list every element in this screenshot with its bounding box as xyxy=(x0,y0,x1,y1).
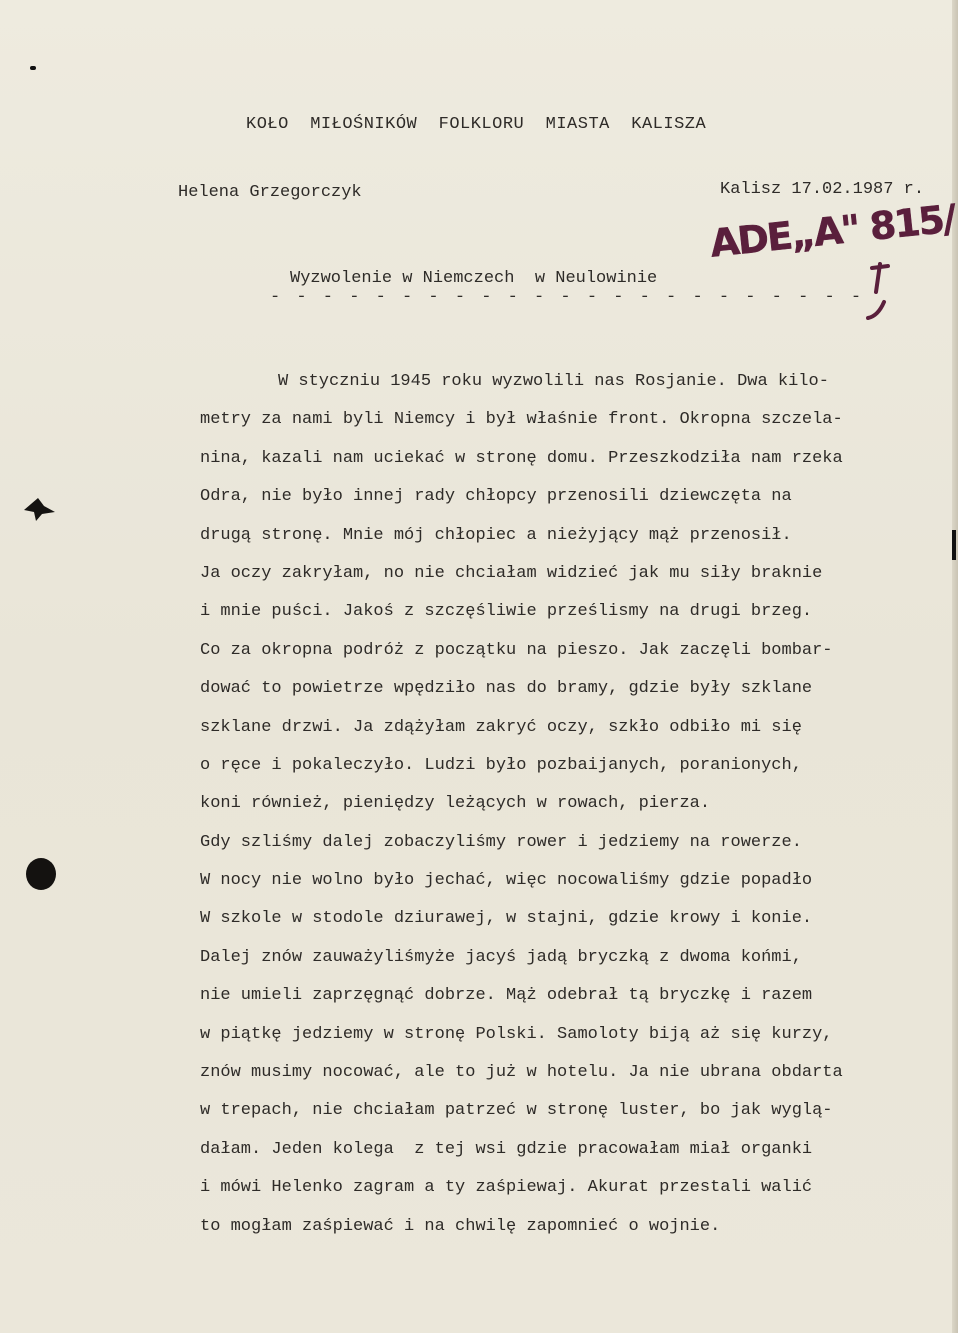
text-line: i mnie puści. Jakoś z szczęśliwie prześlismy na drugi brzeg. xyxy=(200,602,813,622)
text-line: drugą stronę. Mnie mój chłopiec a nieżyjący mąż przenosił. xyxy=(200,525,792,545)
text-line: koni również, pieniędzy leżących w rowach, pierza. xyxy=(200,794,711,814)
text-line: w piątkę jedziemy w stronę Polski. Samoloty biją aż się kurzy, xyxy=(200,1024,833,1044)
text-line: znów musimy nocować, ale to już w hotelu. Ja nie ubrana obdarta xyxy=(200,1063,843,1083)
text-line: szklane drzwi. Ja zdążyłam zakryć oczy, szkło odbiło mi się xyxy=(200,717,802,737)
edge-mark xyxy=(952,530,956,560)
text-line: W styczniu 1945 roku wyzwolili nas Rosjanie. Dwa kilo- xyxy=(278,372,829,391)
text-line: Co za okropna podróż z początku na pieszo. Jak zaczęli bombar- xyxy=(200,640,833,660)
text-line: Odra, nie było innej rady chłopcy przenosili dziewczęta na xyxy=(200,487,792,507)
archive-signature-handwritten: ADE„A" 815/ xyxy=(708,196,957,266)
text-line: W nocy nie wolno było jechać, więc nocowaliśmy gdzie popadło xyxy=(200,871,813,891)
punch-hole xyxy=(26,858,56,890)
document-date: Kalisz 17.02.1987 r. xyxy=(720,180,925,199)
text-line: to mogłam zaśpiewać i na chwilę zapomnieć o wojnie. xyxy=(200,1216,721,1236)
text-line: nie umieli zaprzęgnąć dobrze. Mąż odebrał tą bryczkę i razem xyxy=(200,986,813,1006)
text-line: dować to powietrze wpędziło nas do bramy, gdzie były szklane xyxy=(200,679,813,699)
text-line: Gdy szliśmy dalej zobaczyliśmy rower i jedziemy na rowerze. xyxy=(200,832,802,852)
archive-signature-stroke xyxy=(866,262,890,322)
text-line: nina, kazali nam uciekać w stronę domu. Przeszkodziła nam rzeka xyxy=(200,448,843,468)
text-line: Ja oczy zakryłam, no nie chciałam widzieć jak mu siły braknie xyxy=(200,563,823,583)
text-line: W szkole w stodole dziurawej, w stajni, gdzie krowy i konie. xyxy=(200,909,813,929)
text-line: dałam. Jeden kolega z tej wsi gdzie pracowałam miał organki xyxy=(200,1139,813,1159)
text-line: i mówi Helenko zagram a ty zaśpiewaj. Akurat przestali walić xyxy=(200,1178,813,1198)
speck-mark xyxy=(30,66,36,70)
title-underline: - - - - - - - - - - - - - - - - - - - - - - - xyxy=(270,288,865,307)
author-name: Helena Grzegorczyk xyxy=(178,183,362,202)
organization-header: KOŁO MIŁOŚNIKÓW FOLKLORU MIASTA KALISZA xyxy=(246,115,707,134)
text-line: Dalej znów zauważyliśmyże jacyś jadą bryczką z dwoma końmi, xyxy=(200,947,802,967)
text-line: o ręce i pokaleczyło. Ludzi było pozbaijanych, poranionych, xyxy=(200,755,802,775)
ink-blot-mark xyxy=(22,496,56,522)
text-line: metry za nami byli Niemcy i był właśnie front. Okropna szczela- xyxy=(200,410,843,430)
body-text xyxy=(200,363,940,1246)
document-title: Wyzwolenie w Niemczech w Neulowinie xyxy=(290,269,658,288)
text-line: w trepach, nie chciałam patrzeć w stronę luster, bo jak wyglą- xyxy=(200,1101,833,1121)
